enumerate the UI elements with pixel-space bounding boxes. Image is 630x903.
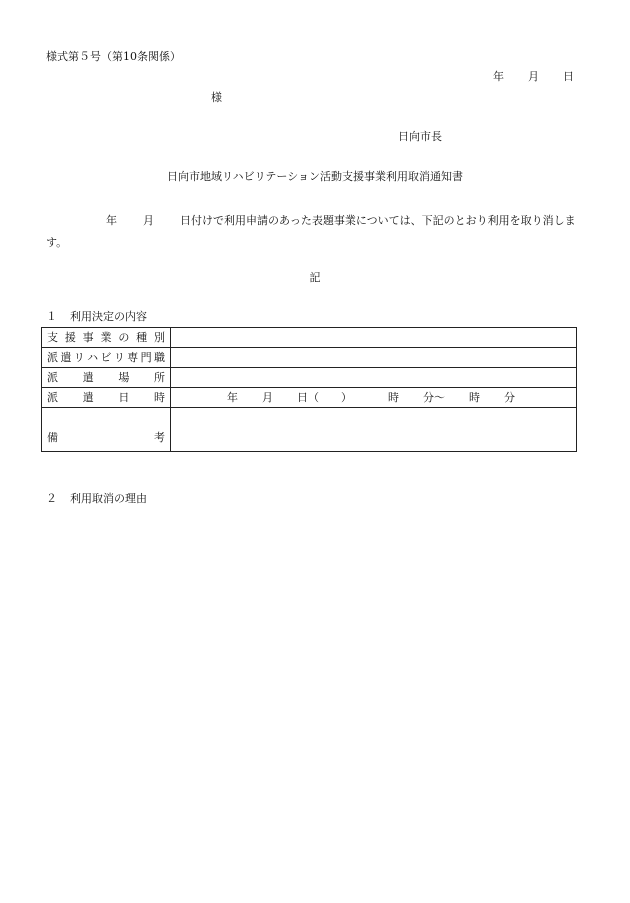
label-spread (47, 372, 165, 383)
section1-heading (46, 311, 147, 322)
row-value-dispatch-datetime (171, 388, 577, 408)
label-char: 遣 (60, 351, 72, 364)
recipient-suffix: 様 (211, 91, 222, 104)
row-value-service-type (171, 328, 577, 348)
table-row (42, 328, 577, 348)
label-char: 援 (64, 331, 76, 344)
body-text: 日付けで利用申請のあった表題事業については、下記のとおり利用を取り消します。 (46, 214, 576, 249)
row-label-dispatch-place (42, 368, 171, 388)
section2-heading (46, 493, 147, 504)
label-char: 遣 (82, 391, 94, 404)
issue-date (493, 71, 574, 82)
label-char: 場 (118, 371, 130, 384)
date-day: 日 (563, 70, 574, 83)
row-value-dispatch-place (171, 368, 577, 388)
dt-year: 年 (227, 391, 238, 404)
body-year: 年 (106, 214, 117, 227)
table-row (42, 388, 577, 408)
dt-month: 月 (262, 391, 273, 404)
row-label-dispatch-datetime (42, 388, 171, 408)
label-char: 考 (154, 431, 165, 444)
label-char: 日 (118, 391, 130, 404)
row-value-dispatched-staff (171, 348, 577, 368)
label-char: 派 (47, 391, 58, 404)
label-char: 別 (153, 331, 165, 344)
dt-day: 日（ (297, 391, 319, 404)
label-char: 門 (140, 351, 152, 364)
document-title: 日向市地域リハビリテーション活動支援事業利用取消通知書 (166, 170, 463, 183)
label-spread (47, 352, 165, 363)
dt-close-paren: ） (341, 391, 352, 404)
dt-minute-end: 分 (504, 391, 515, 404)
table-row (42, 408, 577, 452)
dt-minute-start: 分～ (423, 391, 445, 404)
row-label-remarks (42, 408, 171, 452)
decision-details-table (41, 327, 577, 452)
label-spread (47, 432, 165, 443)
label-char: 時 (153, 391, 165, 404)
label-char: リ (73, 351, 85, 364)
form-number: 様式第５号（第10条関係） (46, 50, 181, 63)
dt-hour-end: 時 (469, 391, 480, 404)
label-char: 職 (154, 351, 165, 364)
row-label-dispatched-staff (42, 348, 171, 368)
label-char: ビ (100, 351, 112, 364)
label-char: 業 (100, 331, 112, 344)
dt-hour-start: 時 (388, 391, 399, 404)
notice-body (46, 210, 586, 254)
date-year: 年 (493, 70, 504, 83)
label-char: 事 (82, 331, 94, 344)
label-char: 支 (47, 331, 58, 344)
issuer: 日向市長 (398, 130, 442, 143)
section2-number: ２ (46, 492, 57, 505)
label-char: 所 (153, 371, 165, 384)
row-label-service-type (42, 328, 171, 348)
body-month: 月 (143, 214, 154, 227)
section2-title: 利用取消の理由 (70, 492, 147, 505)
label-spread (47, 332, 165, 343)
label-char: 備 (47, 431, 58, 444)
table-row (42, 368, 577, 388)
label-char: 派 (47, 351, 58, 364)
label-char: 種 (136, 331, 148, 344)
label-spread (47, 392, 165, 403)
row-value-remarks (171, 408, 577, 452)
label-char: ハ (87, 351, 99, 364)
label-char: 派 (47, 371, 58, 384)
table-row (42, 348, 577, 368)
label-char: 遣 (82, 371, 94, 384)
section1-title: 利用決定の内容 (70, 310, 147, 323)
label-char: の (118, 331, 130, 344)
date-month: 月 (528, 70, 539, 83)
label-char: リ (113, 351, 125, 364)
label-char: 専 (127, 351, 139, 364)
section1-number: １ (46, 310, 57, 323)
ki-heading: 記 (309, 271, 321, 284)
